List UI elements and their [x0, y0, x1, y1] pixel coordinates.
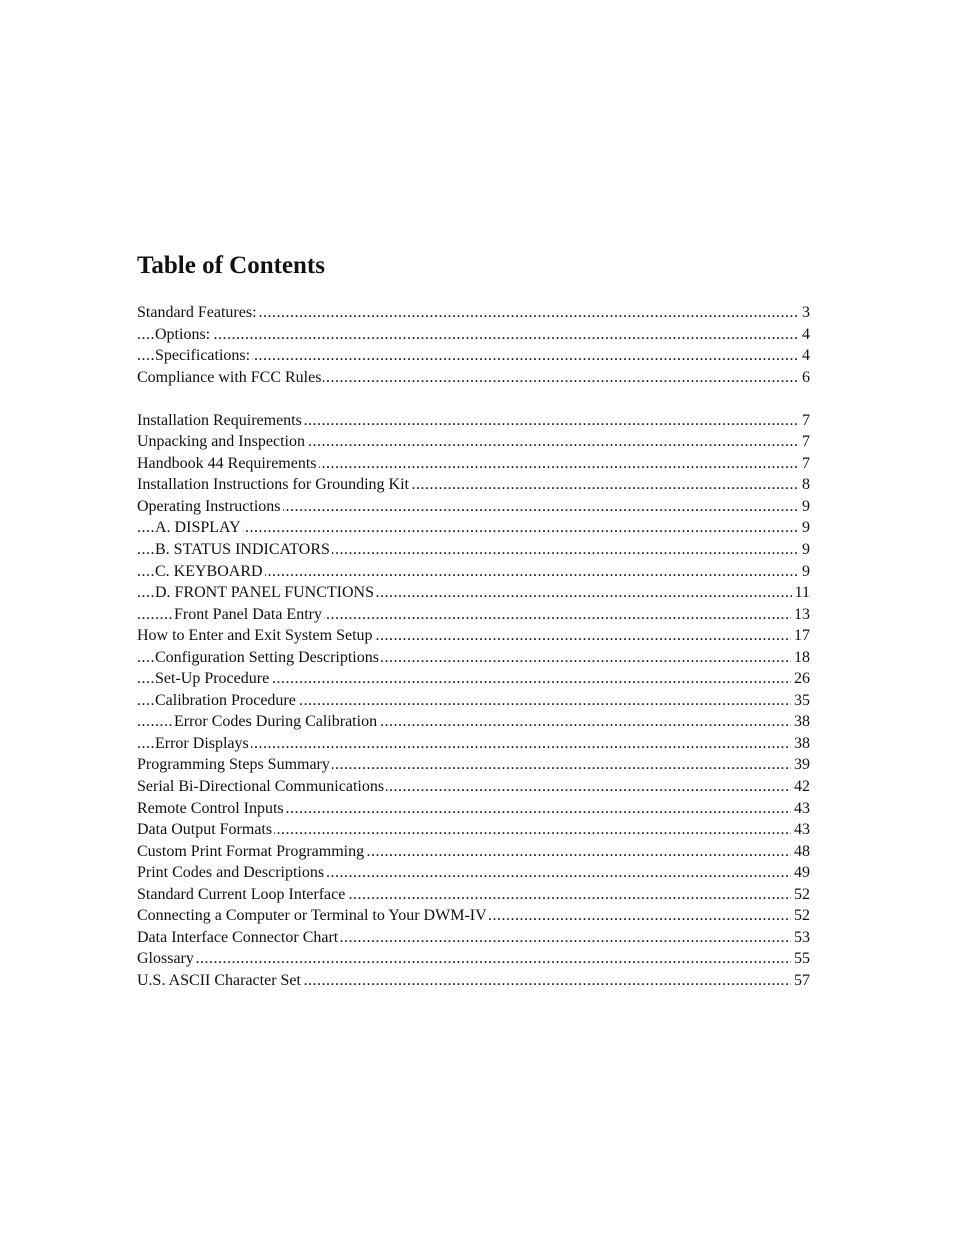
toc-entry — [137, 496, 810, 518]
toc-entry-title: Connecting a Computer or Terminal to Your DWM-IV — [137, 907, 487, 925]
toc-entry-page: 39 — [791, 754, 810, 776]
toc-entry-title: Compliance with FCC Rules — [137, 368, 322, 386]
toc-entry — [137, 819, 810, 841]
toc-entry-page: 9 — [799, 561, 810, 583]
toc-entry-page: 3 — [799, 302, 810, 324]
toc-entry-title: Error Displays — [155, 734, 249, 752]
toc-entry — [137, 970, 810, 992]
toc-entry-title: Unpacking and Inspection — [137, 433, 305, 451]
table-of-contents — [137, 302, 810, 991]
toc-entry-title: Standard Features: — [137, 304, 257, 321]
toc-entry — [137, 539, 810, 561]
toc-entry-title: How to Enter and Exit System Setup — [137, 627, 373, 645]
toc-entry-page: 4 — [799, 345, 810, 367]
page-title: Table of Contents — [137, 252, 325, 279]
toc-entry — [137, 517, 810, 539]
toc-entry-title: Set-Up Procedure — [155, 670, 270, 688]
toc-entry-title: Data Interface Connector Chart — [137, 928, 339, 946]
toc-entry — [137, 302, 810, 324]
toc-entry-page: 8 — [799, 474, 810, 496]
toc-entry — [137, 431, 810, 453]
toc-entry-page: 18 — [791, 647, 810, 669]
toc-entry-page: 11 — [792, 582, 810, 604]
toc-entry-page: 17 — [791, 625, 810, 647]
toc-entry-title: Calibration Procedure — [155, 691, 296, 709]
toc-entry-title: A. DISPLAY — [155, 519, 241, 537]
toc-entry — [137, 948, 810, 970]
dot-leader — [137, 948, 810, 970]
toc-entry-page: 26 — [791, 668, 810, 690]
toc-entry-title: Print Codes and Descriptions — [137, 864, 325, 882]
toc-entry — [137, 927, 810, 949]
toc-entry — [137, 367, 810, 389]
toc-entry-page: 7 — [799, 431, 810, 453]
toc-entry — [137, 733, 810, 755]
toc-entry-title: Error Codes During Calibration — [174, 713, 378, 731]
toc-entry-title: D. FRONT PANEL FUNCTIONS — [155, 584, 374, 602]
toc-entry-title: Installation Requirements — [137, 411, 302, 429]
toc-entry-page: 9 — [799, 517, 810, 539]
toc-entry-title: Custom Print Format Programming — [137, 842, 365, 860]
toc-entry-title: Configuration Setting Descriptions — [155, 648, 379, 666]
toc-entry-title: U.S. ASCII Character Set — [137, 971, 301, 989]
toc-entry-page: 6 — [799, 367, 810, 389]
toc-entry-page: 43 — [791, 798, 810, 820]
toc-entry-page: 55 — [791, 948, 810, 970]
toc-entry-page: 52 — [791, 905, 810, 927]
toc-entry-page: 38 — [791, 733, 810, 755]
toc-entry-page: 49 — [791, 862, 810, 884]
toc-entry — [137, 410, 810, 432]
toc-entry — [137, 668, 810, 690]
toc-entry — [137, 711, 810, 733]
toc-entry-page: 38 — [791, 711, 810, 733]
toc-entry-page: 52 — [791, 884, 810, 906]
toc-entry-page: 53 — [791, 927, 810, 949]
toc-entry — [137, 582, 810, 604]
toc-entry-title: Front Panel Data Entry — [174, 605, 322, 623]
toc-entry — [137, 324, 810, 346]
toc-entry-title: Standard Current Loop Interface — [137, 885, 346, 903]
toc-entry-title: B. STATUS INDICATORS — [155, 540, 330, 558]
toc-entry-title: Options: — [155, 325, 211, 343]
toc-entry-page: 35 — [791, 690, 810, 712]
toc-entry-page: 7 — [799, 453, 810, 475]
toc-entry — [137, 604, 810, 626]
toc-entry-page: 9 — [799, 539, 810, 561]
toc-entry — [137, 647, 810, 669]
toc-entry-title: Data Output Formats — [137, 821, 273, 839]
toc-entry — [137, 841, 810, 863]
toc-entry — [137, 862, 810, 884]
toc-entry-title: Specifications: — [155, 347, 251, 365]
toc-entry — [137, 561, 810, 583]
toc-entry-page: 7 — [799, 410, 810, 432]
toc-entry-title: Serial Bi-Directional Communications — [137, 777, 385, 795]
toc-entry-title: C. KEYBOARD — [155, 562, 263, 580]
toc-entry — [137, 905, 810, 927]
toc-entry-title: Installation Instructions for Grounding Kit — [137, 476, 409, 494]
toc-entry-page: 13 — [791, 604, 810, 626]
toc-entry-page: 9 — [799, 496, 810, 518]
toc-entry — [137, 453, 810, 475]
toc-entry-title: Programming Steps Summary — [137, 756, 330, 774]
toc-entry-title: Glossary — [137, 950, 194, 968]
toc-entry — [137, 474, 810, 496]
toc-entry — [137, 690, 810, 712]
toc-entry — [137, 798, 810, 820]
toc-entry-page: 42 — [791, 776, 810, 798]
toc-entry — [137, 884, 810, 906]
toc-entry-title: Operating Instructions — [137, 497, 281, 515]
toc-entry-title: Handbook 44 Requirements — [137, 454, 317, 472]
toc-entry — [137, 625, 810, 647]
toc-entry-page: 4 — [799, 324, 810, 346]
toc-entry — [137, 754, 810, 776]
toc-entry-page: 43 — [791, 819, 810, 841]
toc-entry-page: 48 — [791, 841, 810, 863]
toc-entry — [137, 776, 810, 798]
toc-entry-page: 57 — [791, 970, 810, 992]
dot-leader — [137, 324, 810, 346]
toc-entry-title: Remote Control Inputs — [137, 799, 284, 817]
toc-entry — [137, 345, 810, 367]
